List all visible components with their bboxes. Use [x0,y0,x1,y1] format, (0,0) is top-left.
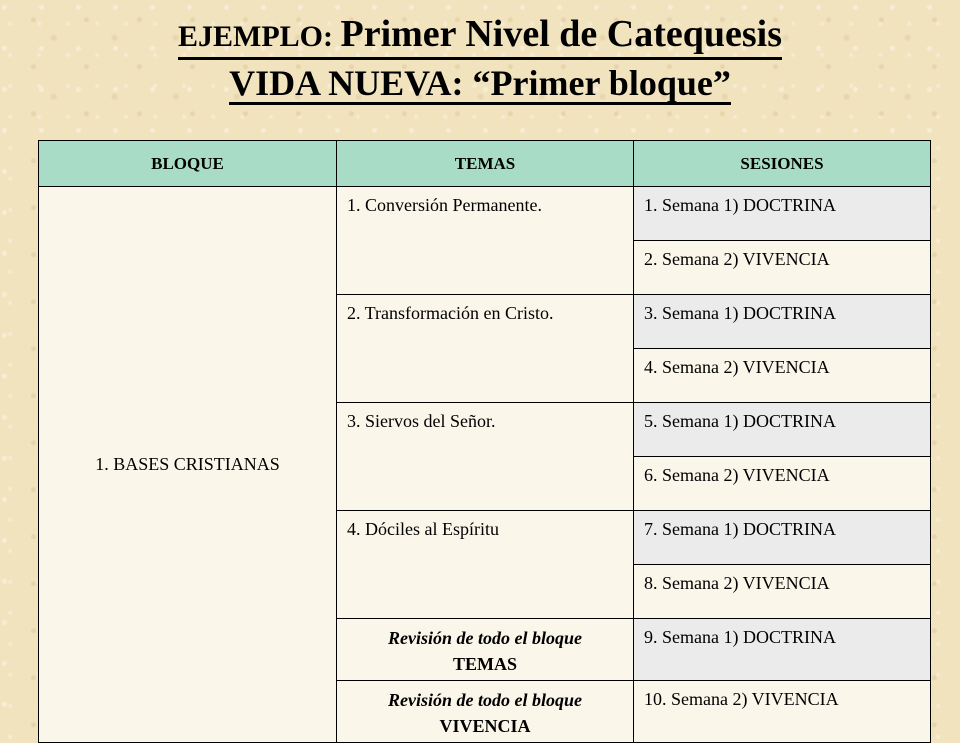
sesion-cell: 7. Semana 1) DOCTRINA [634,511,931,565]
sesion-cell: 8. Semana 2) VIVENCIA [634,565,931,619]
sesion-cell: 2. Semana 2) VIVENCIA [634,241,931,295]
bloque-cell: 1. BASES CRISTIANAS [39,187,337,743]
tema-cell: 1. Conversión Permanente. [337,187,634,295]
title-line-1 [0,10,960,60]
tema-cell: 2. Transformación en Cristo. [337,295,634,403]
header-temas: TEMAS [337,141,634,187]
title-line-2 [0,60,960,106]
header-sesiones: SESIONES [634,141,931,187]
revision-label: Revisión de todo el bloque [388,628,582,648]
sesion-cell: 6. Semana 2) VIVENCIA [634,457,931,511]
revision-label: Revisión de todo el bloque [388,690,582,710]
sesion-cell: 5. Semana 1) DOCTRINA [634,403,931,457]
subtitle: VIDA NUEVA: “Primer bloque” [229,63,731,103]
table-row [39,187,931,241]
slide-title [0,10,960,106]
tema-cell: 4. Dóciles al Espíritu [337,511,634,619]
sesion-cell: 10. Semana 2) VIVENCIA [634,681,931,743]
sesion-cell: 4. Semana 2) VIVENCIA [634,349,931,403]
sesion-cell: 1. Semana 1) DOCTRINA [634,187,931,241]
revision-temas-cell [337,619,634,681]
revision-target: TEMAS [452,654,517,674]
sesion-cell: 9. Semana 1) DOCTRINA [634,619,931,681]
catechesis-table [38,140,931,743]
table-header-row [39,141,931,187]
title-main: Primer Nivel de Catequesis [340,13,782,55]
sesion-cell: 3. Semana 1) DOCTRINA [634,295,931,349]
title-prefix: EJEMPLO: [178,20,341,53]
revision-vivencia-cell [337,681,634,743]
revision-target: VIVENCIA [439,716,531,736]
header-bloque: BLOQUE [39,141,337,187]
tema-cell: 3. Siervos del Señor. [337,403,634,511]
